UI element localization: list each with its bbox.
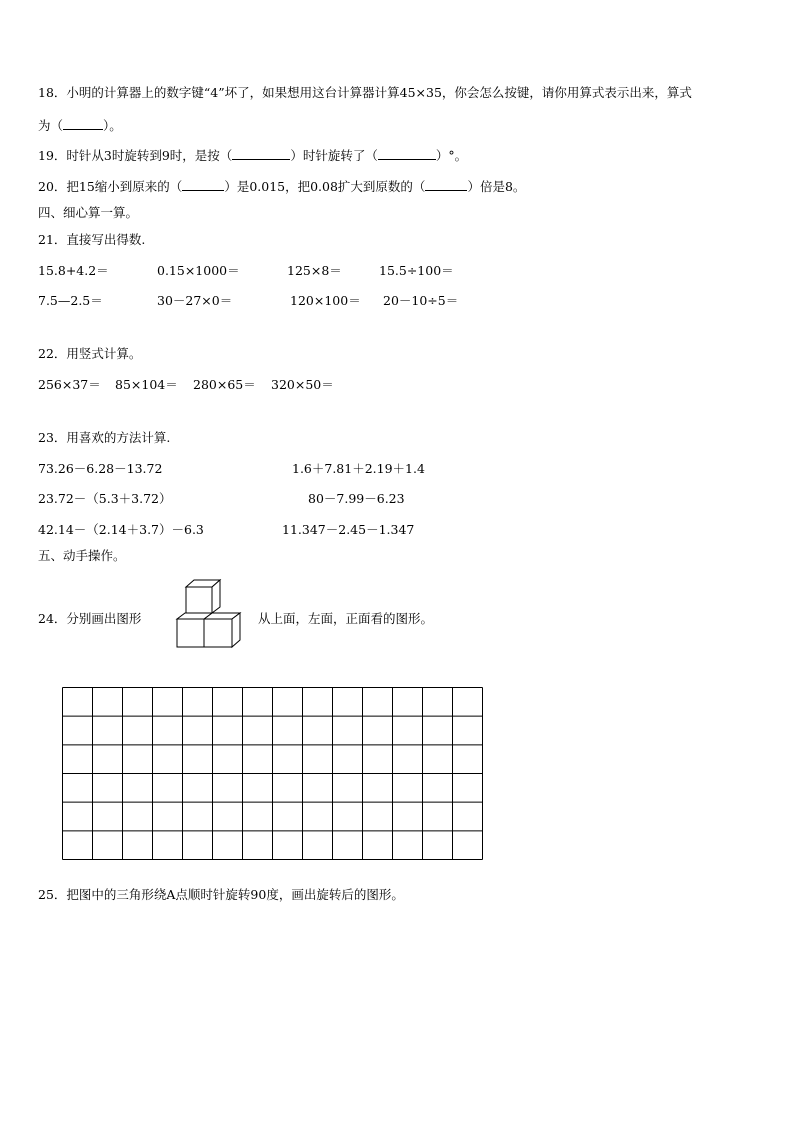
question-21-title: 21．直接写出得数. [38, 232, 146, 247]
q22-expression: 280×65＝ [193, 377, 256, 392]
question-19-suffix: ）°。 [435, 148, 468, 163]
q23-expression: 80－7.99－6.23 [308, 491, 405, 506]
question-18-line-2 [38, 116, 122, 134]
answer-blank[interactable] [378, 148, 436, 160]
q21-expression: 15.8+4.2＝ [38, 263, 109, 278]
q23-expression: 1.6＋7.81＋2.19＋1.4 [292, 461, 425, 476]
question-19 [38, 146, 467, 164]
question-20-middle: ）是0.015，把0.08扩大到原数的（ [224, 179, 426, 194]
q21-expression: 20－10÷5＝ [383, 293, 459, 308]
question-20-suffix: ）倍是8。 [467, 179, 526, 194]
question-19-middle: ）时针旋转了（ [290, 148, 378, 163]
q23-expression: 73.26－6.28－13.72 [38, 461, 163, 476]
q23-expression: 42.14－（2.14＋3.7）－6.3 [38, 522, 204, 537]
q21-expression: 120×100＝ [290, 293, 361, 308]
q23-expression: 23.72－（5.3＋3.72） [38, 491, 172, 506]
answer-blank[interactable] [63, 118, 103, 130]
cube-front-face [186, 587, 212, 613]
q22-expression: 320×50＝ [271, 377, 334, 392]
answer-blank[interactable] [425, 179, 467, 191]
q21-expression: 0.15×1000＝ [157, 263, 240, 278]
question-22-title: 22．用竖式计算。 [38, 346, 142, 361]
question-18-suffix: ）。 [103, 118, 122, 133]
question-24-prefix: 24．分别画出图形 [38, 611, 142, 626]
question-23-title: 23．用喜欢的方法计算. [38, 430, 171, 445]
answer-blank[interactable] [182, 179, 224, 191]
section-4-heading: 四、细心算一算。 [38, 205, 139, 220]
q21-expression: 7.5—2.5＝ [38, 293, 103, 308]
q23-expression: 11.347－2.45－1.347 [282, 522, 415, 537]
question-19-prefix: 19．时针从3时旋转到9时，是按（ [38, 148, 233, 163]
cube-front-face [177, 619, 204, 647]
question-18-prefix: 为（ [38, 118, 64, 133]
q22-expression: 256×37＝ [38, 377, 101, 392]
cube-side-face [232, 613, 240, 647]
cube-stack-figure [174, 577, 244, 651]
q21-expression: 30－27×0＝ [157, 293, 233, 308]
question-20 [38, 177, 525, 195]
question-25: 25．把图中的三角形绕A点顺时针旋转90度，画出旋转后的图形。 [38, 887, 404, 902]
question-20-prefix: 20．把15缩小到原来的（ [38, 179, 183, 194]
section-5-heading: 五、动手操作。 [38, 548, 126, 563]
drawing-grid[interactable] [62, 687, 483, 860]
cube-front-face [204, 619, 232, 647]
question-24-suffix: 从上面，左面，正面看的图形。 [258, 611, 434, 626]
question-18-line-1: 18．小明的计算器上的数字键“4”坏了，如果想用这台计算器计算45×35，你会怎么按键，请你用算式表示出来，算式 [38, 85, 692, 100]
answer-blank[interactable] [232, 148, 290, 160]
q21-expression: 125×8＝ [287, 263, 342, 278]
q21-expression: 15.5÷100＝ [379, 263, 454, 278]
q22-expression: 85×104＝ [115, 377, 178, 392]
